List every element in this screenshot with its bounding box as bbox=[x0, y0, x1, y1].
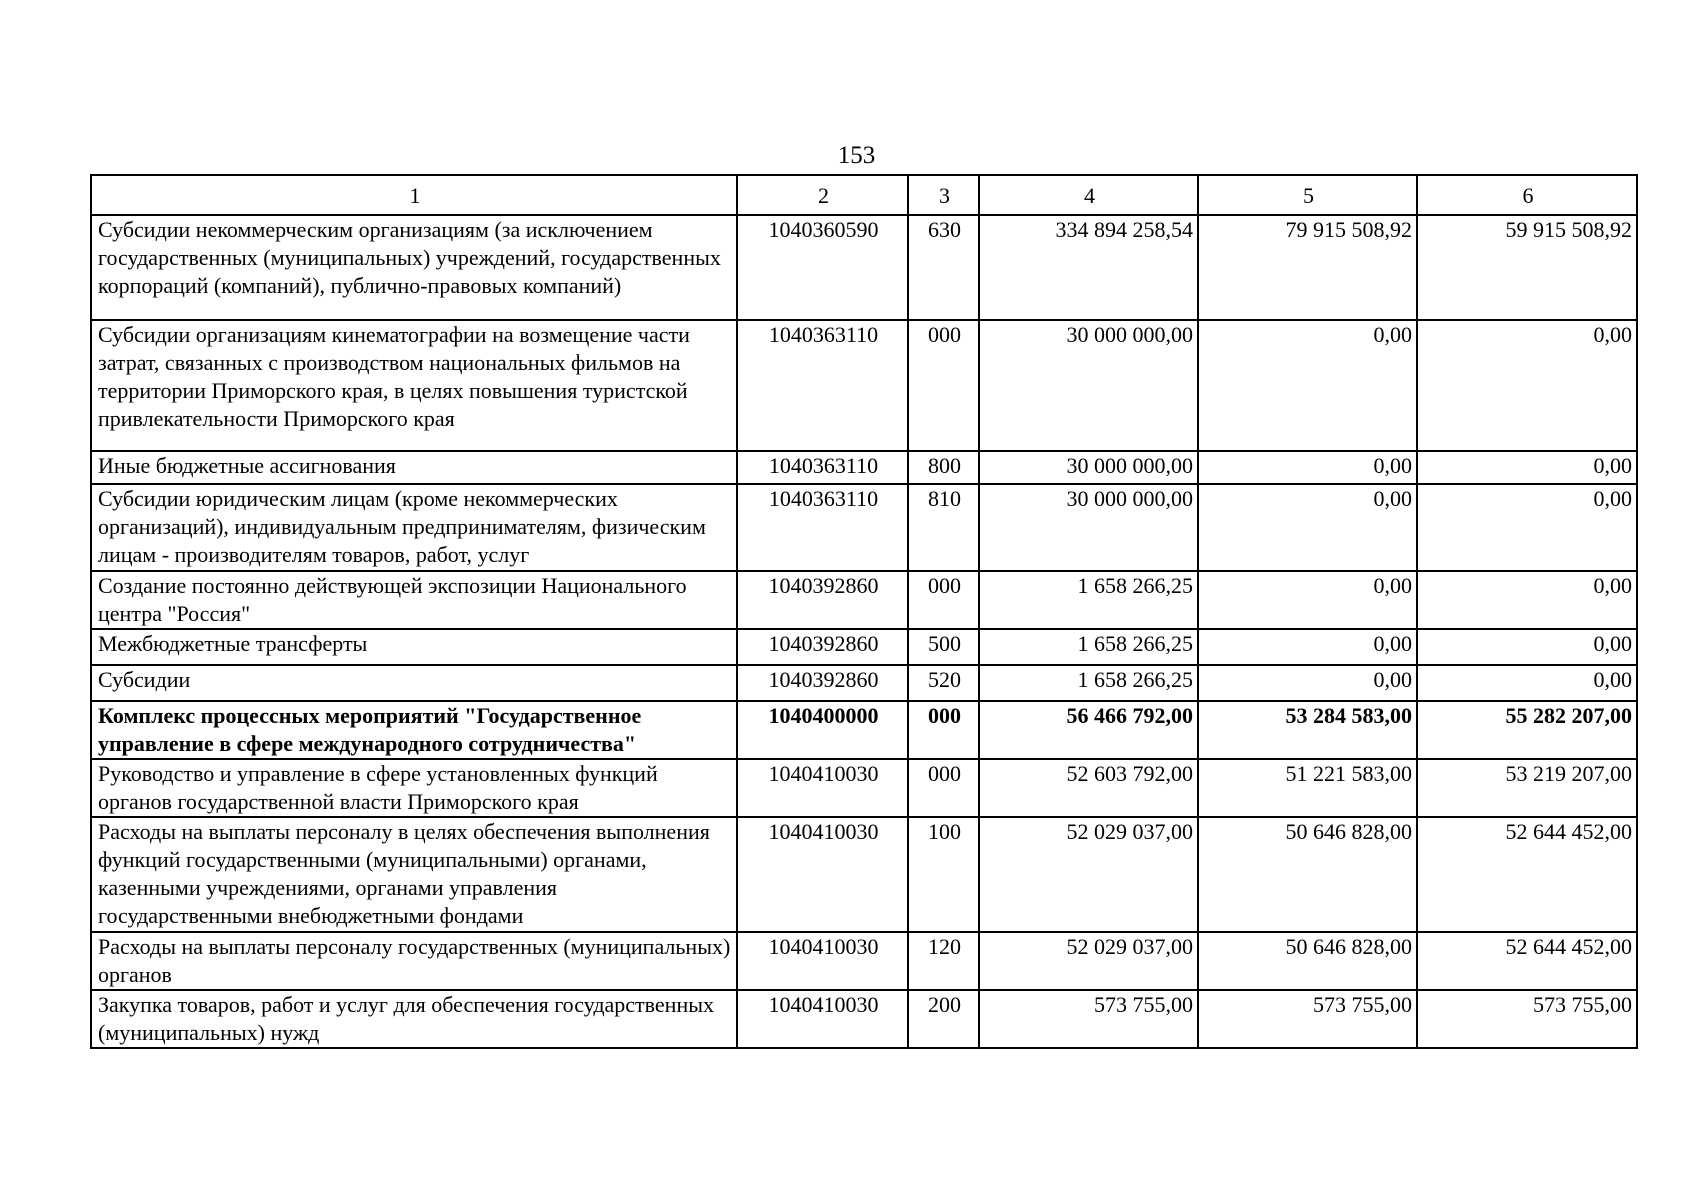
table-row bbox=[91, 665, 1637, 701]
row-code: 1040400000 bbox=[737, 701, 908, 759]
row-kind: 630 bbox=[908, 215, 979, 320]
column-header-3: 3 bbox=[908, 175, 979, 215]
table-row bbox=[91, 817, 1637, 932]
row-name: Субсидии юридическим лицам (кроме некоммерческих организаций), индивидуальным предпринимателям, физическим лицам - производителям товаров, работ, услуг bbox=[91, 484, 737, 571]
row-value-4: 1 658 266,25 bbox=[979, 629, 1198, 665]
column-header-5: 5 bbox=[1198, 175, 1417, 215]
row-code: 1040392860 bbox=[737, 665, 908, 701]
row-value-6: 0,00 bbox=[1417, 665, 1637, 701]
row-value-4: 334 894 258,54 bbox=[979, 215, 1198, 320]
row-code: 1040410030 bbox=[737, 990, 908, 1048]
row-name: Руководство и управление в сфере установленных функций органов государственной власти Приморского края bbox=[91, 759, 737, 817]
row-value-4: 1 658 266,25 bbox=[979, 665, 1198, 701]
row-kind: 520 bbox=[908, 665, 979, 701]
row-value-6: 59 915 508,92 bbox=[1417, 215, 1637, 320]
row-value-4: 30 000 000,00 bbox=[979, 484, 1198, 571]
column-header-6: 6 bbox=[1417, 175, 1637, 215]
column-header-2: 2 bbox=[737, 175, 908, 215]
row-value-4: 52 029 037,00 bbox=[979, 932, 1198, 990]
row-kind: 100 bbox=[908, 817, 979, 932]
row-value-6: 53 219 207,00 bbox=[1417, 759, 1637, 817]
row-value-4: 573 755,00 bbox=[979, 990, 1198, 1048]
row-code: 1040410030 bbox=[737, 932, 908, 990]
row-name: Субсидии некоммерческим организациям (за исключением государственных (муниципальных) учреждений, государственных корпораций (компаний), публично-правовых компаний) bbox=[91, 215, 737, 320]
row-kind: 000 bbox=[908, 701, 979, 759]
budget-table bbox=[90, 174, 1638, 1049]
row-name: Создание постоянно действующей экспозиции Национального центра "Россия" bbox=[91, 571, 737, 629]
table-row bbox=[91, 932, 1637, 990]
row-value-5: 0,00 bbox=[1198, 571, 1417, 629]
row-value-5: 53 284 583,00 bbox=[1198, 701, 1417, 759]
row-value-5: 0,00 bbox=[1198, 629, 1417, 665]
row-value-5: 51 221 583,00 bbox=[1198, 759, 1417, 817]
row-code: 1040392860 bbox=[737, 571, 908, 629]
row-value-6: 52 644 452,00 bbox=[1417, 932, 1637, 990]
row-name: Комплекс процессных мероприятий "Государственное управление в сфере международного сотрудничества" bbox=[91, 701, 737, 759]
table-row bbox=[91, 484, 1637, 571]
table-row-section-total bbox=[91, 701, 1637, 759]
row-value-5: 50 646 828,00 bbox=[1198, 932, 1417, 990]
row-code: 1040392860 bbox=[737, 629, 908, 665]
row-kind: 000 bbox=[908, 571, 979, 629]
table-row bbox=[91, 629, 1637, 665]
row-kind: 500 bbox=[908, 629, 979, 665]
row-value-6: 52 644 452,00 bbox=[1417, 817, 1637, 932]
row-value-6: 0,00 bbox=[1417, 629, 1637, 665]
row-name: Закупка товаров, работ и услуг для обеспечения государственных (муниципальных) нужд bbox=[91, 990, 737, 1048]
table-row bbox=[91, 320, 1637, 451]
row-code: 1040410030 bbox=[737, 817, 908, 932]
row-kind: 000 bbox=[908, 320, 979, 451]
row-value-5: 0,00 bbox=[1198, 665, 1417, 701]
row-value-6: 0,00 bbox=[1417, 571, 1637, 629]
row-code: 1040363110 bbox=[737, 484, 908, 571]
table-header-row bbox=[91, 175, 1637, 215]
row-code: 1040363110 bbox=[737, 320, 908, 451]
row-name: Субсидии bbox=[91, 665, 737, 701]
row-code: 1040363110 bbox=[737, 451, 908, 484]
row-kind: 000 bbox=[908, 759, 979, 817]
row-value-5: 0,00 bbox=[1198, 451, 1417, 484]
row-value-5: 0,00 bbox=[1198, 320, 1417, 451]
row-value-5: 0,00 bbox=[1198, 484, 1417, 571]
row-kind: 800 bbox=[908, 451, 979, 484]
row-code: 1040360590 bbox=[737, 215, 908, 320]
row-value-6: 0,00 bbox=[1417, 484, 1637, 571]
row-value-4: 52 603 792,00 bbox=[979, 759, 1198, 817]
column-header-1: 1 bbox=[91, 175, 737, 215]
table-row bbox=[91, 571, 1637, 629]
row-name: Иные бюджетные ассигнования bbox=[91, 451, 737, 484]
row-name: Межбюджетные трансферты bbox=[91, 629, 737, 665]
row-code: 1040410030 bbox=[737, 759, 908, 817]
row-value-4: 30 000 000,00 bbox=[979, 451, 1198, 484]
table-row bbox=[91, 451, 1637, 484]
row-value-6: 0,00 bbox=[1417, 320, 1637, 451]
row-value-5: 79 915 508,92 bbox=[1198, 215, 1417, 320]
table-row bbox=[91, 215, 1637, 320]
row-value-4: 52 029 037,00 bbox=[979, 817, 1198, 932]
page-number: 153 bbox=[837, 142, 876, 169]
row-kind: 120 bbox=[908, 932, 979, 990]
row-kind: 200 bbox=[908, 990, 979, 1048]
table-row bbox=[91, 759, 1637, 817]
row-value-4: 1 658 266,25 bbox=[979, 571, 1198, 629]
row-value-5: 573 755,00 bbox=[1198, 990, 1417, 1048]
table-row bbox=[91, 990, 1637, 1048]
row-name: Субсидии организациям кинематографии на возмещение части затрат, связанных с производством национальных фильмов на территории Приморского края, в целях повышения туристской привлекательности Приморского края bbox=[91, 320, 737, 451]
row-kind: 810 bbox=[908, 484, 979, 571]
row-name: Расходы на выплаты персоналу государственных (муниципальных) органов bbox=[91, 932, 737, 990]
column-header-4: 4 bbox=[979, 175, 1198, 215]
row-value-5: 50 646 828,00 bbox=[1198, 817, 1417, 932]
row-value-6: 55 282 207,00 bbox=[1417, 701, 1637, 759]
row-value-4: 30 000 000,00 bbox=[979, 320, 1198, 451]
row-name: Расходы на выплаты персоналу в целях обеспечения выполнения функций государственными (муниципальными) органами, казенными учреждениями, органами управления государственными внебюджетными фондами bbox=[91, 817, 737, 932]
row-value-6: 573 755,00 bbox=[1417, 990, 1637, 1048]
row-value-4: 56 466 792,00 bbox=[979, 701, 1198, 759]
row-value-6: 0,00 bbox=[1417, 451, 1637, 484]
